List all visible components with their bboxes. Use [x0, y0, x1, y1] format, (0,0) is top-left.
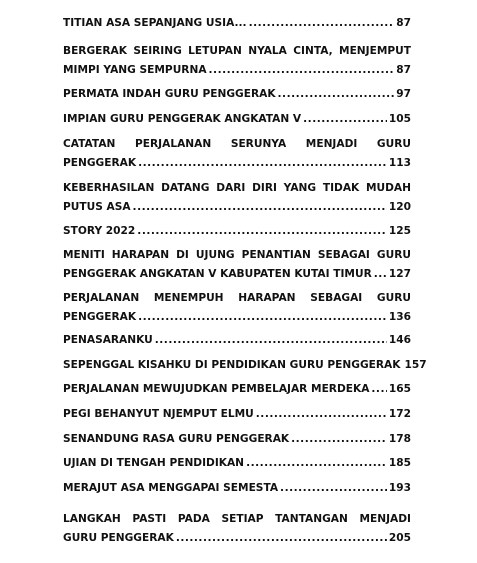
- toc-entry-page-number: 105: [388, 113, 411, 125]
- toc-entry[interactable]: [63, 289, 411, 327]
- toc-entry-line: [63, 85, 411, 104]
- dot-leader: [303, 110, 387, 129]
- toc-entry-page-number: 127: [388, 268, 411, 280]
- toc-entry-line: [63, 405, 411, 424]
- toc-entry-title-line: KEBERHASILAN DATANG DARI DIRI YANG TIDAK MUDAH: [63, 182, 411, 194]
- toc-entry-title-line: BERGERAK SEIRING LETUPAN NYALA CINTA, MENJEMPUT: [63, 45, 411, 57]
- dot-leader: [246, 454, 387, 473]
- toc-entry[interactable]: [63, 42, 411, 80]
- toc-entry-page-number: 193: [388, 482, 411, 494]
- toc-entry[interactable]: [63, 110, 411, 129]
- toc-entry-line: [63, 61, 411, 80]
- toc-entry-page-number: 87: [396, 64, 411, 76]
- toc-entry-page-number: 87: [396, 17, 411, 29]
- toc-entry-line: [63, 479, 411, 498]
- toc-entry[interactable]: [63, 479, 411, 498]
- toc-entry-line: [63, 110, 411, 129]
- toc-entry-page-number: 97: [396, 88, 411, 100]
- dot-leader: [371, 380, 386, 399]
- toc-entry-page-number: 178: [388, 433, 411, 445]
- dot-leader: [280, 479, 387, 498]
- toc-entry-line: [63, 529, 411, 548]
- toc-entry-title: GURU PENGGERAK: [63, 532, 174, 544]
- dot-leader: [176, 529, 387, 548]
- toc-entry-line: [63, 198, 411, 217]
- toc-entry-title: PENASARANKU: [63, 334, 153, 346]
- toc-entry[interactable]: [63, 380, 411, 399]
- toc-entry-line: [63, 430, 411, 449]
- toc-entry-page-number: 146: [388, 334, 411, 346]
- toc-entry-title: STORY 2022: [63, 225, 136, 237]
- toc-entry[interactable]: [63, 510, 411, 548]
- toc-entry-page-number: 120: [388, 201, 411, 213]
- toc-entry-page-number: 165: [388, 383, 411, 395]
- toc-entry-page-number: 157: [404, 359, 427, 371]
- toc-entry-title: SENANDUNG RASA GURU PENGGERAK: [63, 433, 290, 445]
- toc-entry-line: [63, 356, 427, 375]
- toc-entry[interactable]: [63, 356, 427, 375]
- dot-leader: [138, 154, 387, 173]
- toc-entry-title: PUTUS ASA: [63, 201, 131, 213]
- dot-leader: [155, 331, 387, 350]
- toc-entry-title: MERAJUT ASA MENGGAPAI SEMESTA: [63, 482, 279, 494]
- dot-leader: [374, 265, 387, 284]
- toc-entry[interactable]: [63, 14, 411, 33]
- dot-leader: [256, 405, 387, 424]
- toc-entry[interactable]: [63, 246, 411, 284]
- dot-leader: [137, 222, 387, 241]
- toc-entry-page-number: 136: [388, 311, 411, 323]
- toc-entry-line: [63, 154, 411, 173]
- toc-entry[interactable]: [63, 135, 411, 173]
- toc-entry-title: IMPIAN GURU PENGGERAK ANGKATAN V: [63, 113, 302, 125]
- toc-entry[interactable]: [63, 331, 411, 350]
- toc-entry-title: MIMPI YANG SEMPURNA: [63, 64, 207, 76]
- toc-entry-title: PERJALANAN MEWUJUDKAN PEMBELAJAR MERDEKA: [63, 383, 370, 395]
- toc-entry-title: PENGGERAK: [63, 157, 137, 169]
- toc-entry-title: PERMATA INDAH GURU PENGGERAK: [63, 88, 276, 100]
- toc-entry-title-line: PERJALANAN MENEMPUH HARAPAN SEBAGAI GURU: [63, 292, 411, 304]
- toc-entry[interactable]: [63, 405, 411, 424]
- toc-entry-line: [63, 380, 411, 399]
- dot-leader: [138, 308, 387, 327]
- toc-entry-page-number: 125: [388, 225, 411, 237]
- toc-entry-title-line: CATATAN PERJALANAN SERUNYA MENJADI GURU: [63, 138, 411, 150]
- toc-entry-title-line: MENITI HARAPAN DI UJUNG PENANTIAN SEBAGAI GURU: [63, 249, 411, 261]
- toc-entry-title: PENGGERAK: [63, 311, 137, 323]
- toc-entry-line: [63, 14, 411, 33]
- toc-entry-title: PENGGERAK ANGKATAN V KABUPATEN KUTAI TIMUR: [63, 268, 372, 280]
- toc-entry-line: [63, 454, 411, 473]
- toc-entry-title: SEPENGGAL KISAHKU DI PENDIDIKAN GURU PENGGERAK: [63, 359, 401, 371]
- toc-entry-title: PEGI BEHANYUT NJEMPUT ELMU: [63, 408, 254, 420]
- toc-entry-page-number: 172: [388, 408, 411, 420]
- toc-entry-page-number: 205: [388, 532, 411, 544]
- toc-entry-title: UJIAN DI TENGAH PENDIDIKAN: [63, 457, 245, 469]
- toc-entry-line: [63, 331, 411, 350]
- toc-entry-line: [63, 222, 411, 241]
- toc-entry[interactable]: [63, 85, 411, 104]
- toc-entry-page-number: 113: [388, 157, 411, 169]
- toc-entry-title-line: LANGKAH PASTI PADA SETIAP TANTANGAN MENJADI: [63, 513, 411, 525]
- toc-entry[interactable]: [63, 222, 411, 241]
- toc-entry[interactable]: [63, 430, 411, 449]
- dot-leader: [291, 430, 387, 449]
- toc-entry-title: TITIAN ASA SEPANJANG USIA...: [63, 17, 247, 29]
- toc-entry[interactable]: [63, 179, 411, 217]
- toc-entry-line: [63, 308, 411, 327]
- dot-leader: [209, 61, 395, 80]
- dot-leader: [133, 198, 387, 217]
- dot-leader: [249, 14, 395, 33]
- toc-entry[interactable]: [63, 454, 411, 473]
- toc-entry-line: [63, 265, 411, 284]
- dot-leader: [278, 85, 395, 104]
- toc-entry-page-number: 185: [388, 457, 411, 469]
